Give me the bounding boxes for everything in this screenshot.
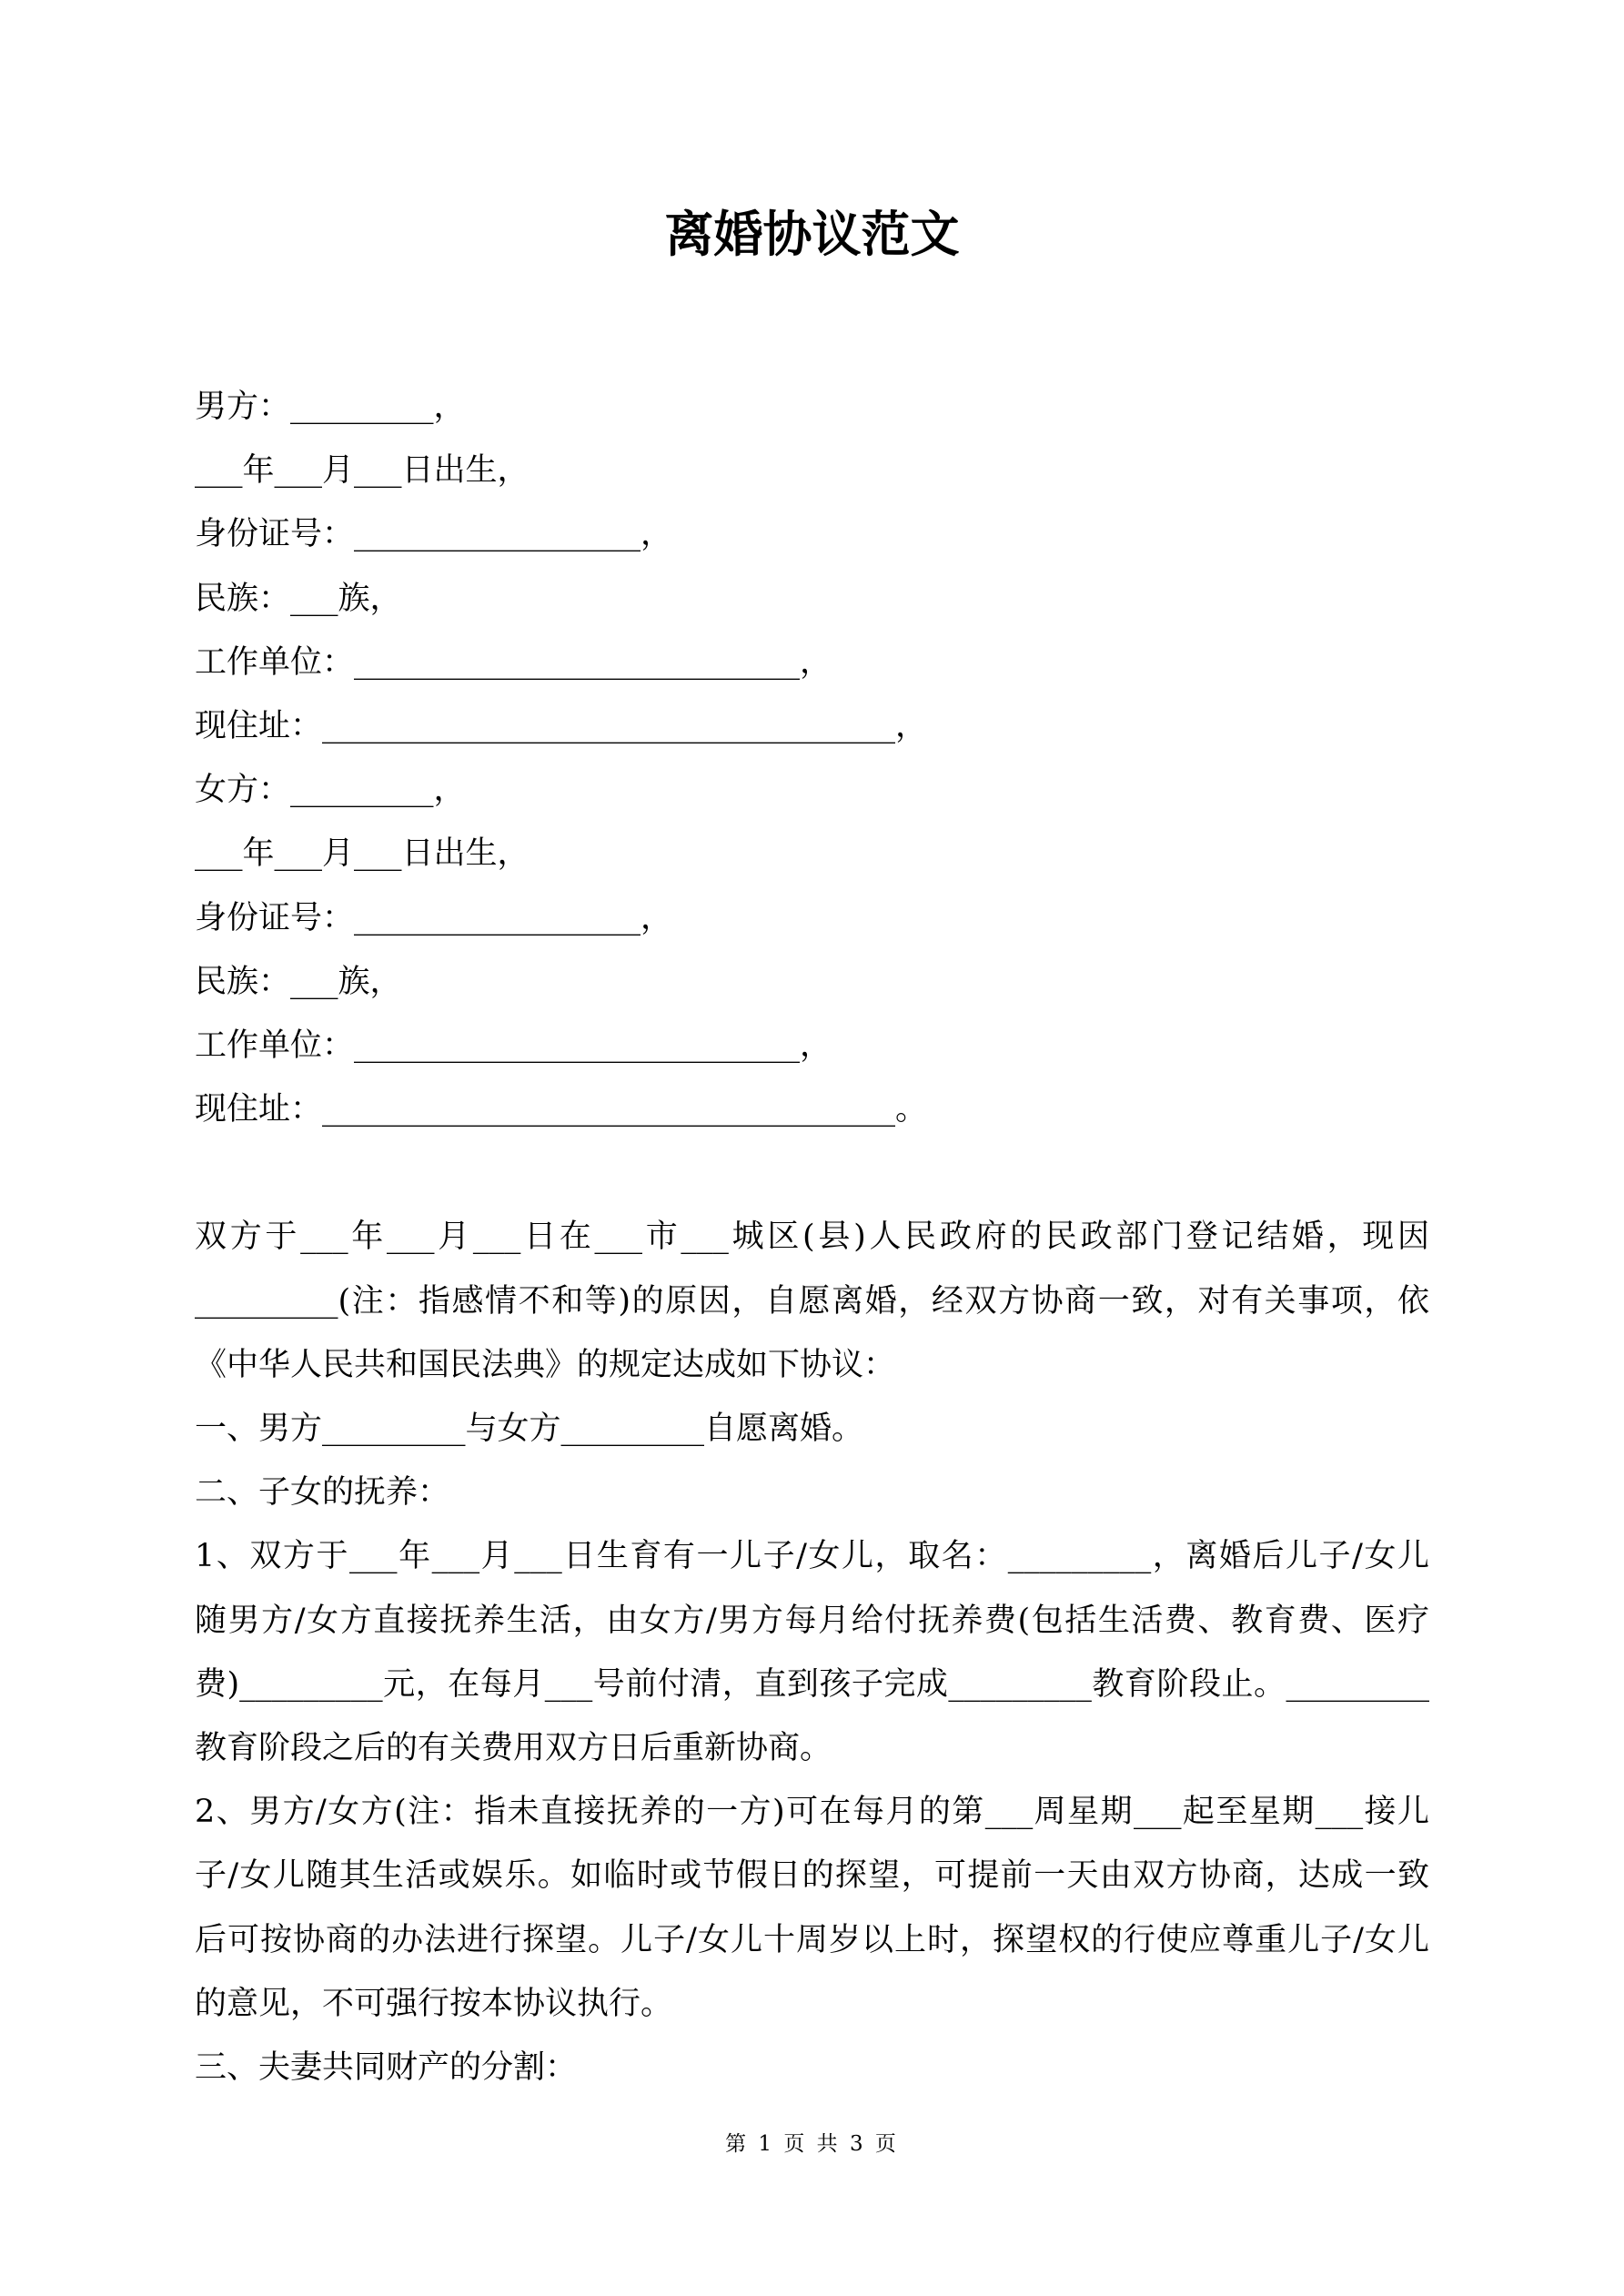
female-ethnicity-line: 民族：___族， xyxy=(195,963,402,1000)
page-footer: 第 1 页 共 3 页 xyxy=(725,2132,899,2156)
agreement-section xyxy=(195,1205,1429,2099)
clause-2-item-1-line: 教育阶段之后的有关费用双方日后重新协商。 xyxy=(195,1729,832,1766)
document-body xyxy=(195,375,1429,2099)
clause-2-item-2-paragraph xyxy=(195,1780,1429,2036)
clause-2-heading: 二、子女的抚养： xyxy=(195,1474,450,1512)
preamble-line: 《中华人民共和国民法典》的规定达成如下协议： xyxy=(195,1346,896,1383)
female-address-line: 现住址：____________________________________。 xyxy=(195,1091,928,1128)
section-spacer xyxy=(195,1141,1429,1205)
document-title: 离婚协议范文 xyxy=(664,205,960,263)
clause-2-item-2-line: 的意见，不可强行按本协议执行。 xyxy=(195,1985,673,2022)
clause-1-line: 一、男方_________与女方_________自愿离婚。 xyxy=(195,1411,864,1447)
preamble-line: _________(注：指感情不和等)的原因，自愿离婚，经双方协商一致，对有关事项，依 xyxy=(195,1282,1429,1320)
female-id-line: 身份证号：__________________， xyxy=(195,899,673,936)
male-name-line: 男方：_________， xyxy=(195,389,466,425)
clause-2-item-1-paragraph xyxy=(195,1524,1429,1780)
male-birth-line: ___年___月___日出生， xyxy=(195,452,530,490)
clause-2-item-1-line: 费)_________元，在每月___号前付清，直到孩子完成_________教育阶段止。_________ xyxy=(195,1665,1429,1703)
female-birth-line: ___年___月___日出生， xyxy=(195,835,530,873)
male-party-section xyxy=(195,375,1429,758)
clause-2-item-2-line: 后可按协商的办法进行探望。儿子/女儿十周岁以上时，探望权的行使应尊重儿子/女儿 xyxy=(195,1921,1429,1958)
female-name-line: 女方：_________， xyxy=(195,772,466,809)
male-id-line: 身份证号：__________________， xyxy=(195,516,673,553)
female-employer-line: 工作单位：____________________________， xyxy=(195,1027,832,1064)
clause-2-item-1-line: 随男方/女方直接抚养生活，由女方/男方每月给付抚养费(包括生活费、教育费、医疗 xyxy=(195,1602,1429,1639)
male-employer-line: 工作单位：____________________________， xyxy=(195,643,832,681)
clause-2-item-2-line: 子/女儿随其生活或娱乐。如临时或节假日的探望，可提前一天由双方协商，达成一致 xyxy=(195,1857,1429,1895)
clause-2-item-1-line: 1、双方于___年___月___日生育有一儿子/女儿，取名：_________，离婚后儿子/女儿 xyxy=(195,1538,1429,1575)
preamble-paragraph xyxy=(195,1205,1429,1397)
female-party-section xyxy=(195,758,1429,1141)
clause-2-item-2-line: 2、男方/女方(注：指未直接抚养的一方)可在每月的第___周星期___起至星期___接儿 xyxy=(195,1794,1429,1831)
clause-3-heading: 三、夫妻共同财产的分割： xyxy=(195,2048,578,2086)
male-ethnicity-line: 民族：___族， xyxy=(195,580,402,617)
preamble-line: 双方于___年___月___日在___市___城区(县)人民政府的民政部门登记结婚，现因 xyxy=(195,1219,1429,1256)
male-address-line: 现住址：____________________________________， xyxy=(195,707,928,744)
